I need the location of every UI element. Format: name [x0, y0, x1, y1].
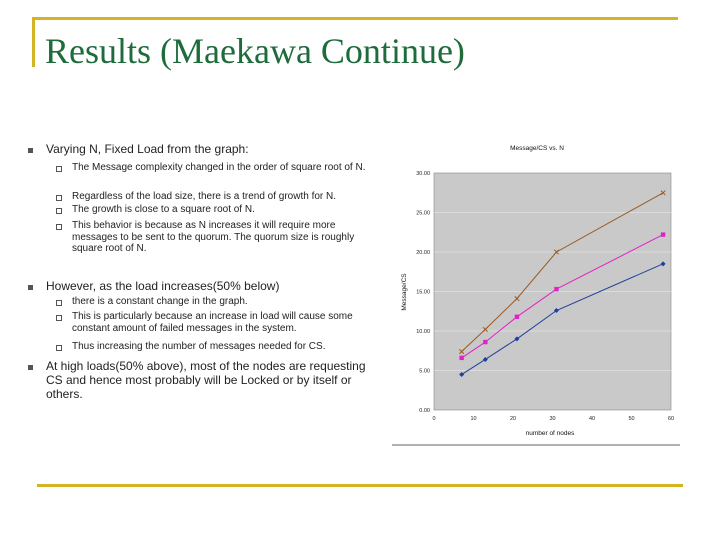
bullet-1-sub-1: The Message complexity changed in the order of square root of N.	[72, 162, 366, 173]
x-tick-label: 0	[432, 416, 436, 422]
bullet-2-sub-1: there is a constant change in the graph.	[72, 296, 248, 307]
data-point	[483, 340, 487, 344]
data-point	[554, 287, 558, 291]
x-tick-labels	[432, 416, 674, 422]
y-tick-label: 15.00	[416, 289, 430, 296]
sub-bullet-icon	[56, 195, 62, 201]
bullet-1-sub-2: Regardless of the load size, there is a trend of growth for N.	[72, 191, 337, 202]
x-axis-label: number of nodes	[525, 430, 575, 437]
y-tick-label: 30.00	[416, 171, 430, 177]
sub-bullet-icon	[56, 315, 62, 321]
bullet-1-sub-4: This behavior is because as N increases it will require more messages to be sent to the quorum. The quorum size is roughly square root of N.	[72, 220, 355, 254]
x-tick-label: 10	[470, 416, 477, 422]
bullet-2-sub-3: Thus increasing the number of messages needed for CS.	[72, 341, 326, 352]
bullet-square-icon	[28, 148, 33, 153]
chart-title: Message/CS vs. N	[510, 145, 564, 152]
chart-canvas	[392, 140, 684, 450]
data-point	[515, 315, 519, 319]
sub-bullet-icon	[56, 345, 62, 351]
bullet-2-text: However, as the load increases(50% below)	[46, 279, 280, 293]
bullet-3-text: At high loads(50% above), most of the nodes are requesting CS and hence most probably will be Locked or by itself or others.	[46, 359, 366, 401]
bullet-1-text: Varying N, Fixed Load from the graph:	[46, 142, 249, 156]
message-complexity-chart	[392, 140, 684, 450]
data-point	[661, 232, 665, 236]
x-tick-label: 30	[549, 416, 556, 422]
y-tick-label: 0.00	[419, 408, 430, 414]
x-tick-label: 50	[628, 416, 635, 422]
sub-bullet-icon	[56, 166, 62, 172]
x-tick-label: 60	[667, 416, 675, 422]
y-tick-label: 10.00	[416, 329, 430, 335]
x-tick-label: 40	[588, 416, 596, 422]
slide-title: Results (Maekawa Continue)	[45, 31, 465, 71]
sub-bullet-icon	[56, 300, 62, 306]
sub-bullet-icon	[56, 224, 62, 230]
bullet-square-icon	[28, 285, 33, 290]
bullet-square-icon	[28, 365, 33, 370]
bullet-1-sub-3: The growth is close to a square root of N.	[72, 204, 255, 215]
sub-bullet-icon	[56, 208, 62, 214]
data-point	[459, 356, 463, 360]
y-axis-label: Message/CS	[401, 273, 408, 311]
bullet-2-sub-2: This is particularly because an increase in load will cause some constant amount of failed messages in the system.	[72, 311, 353, 334]
y-tick-label: 25.00	[416, 210, 430, 217]
y-tick-label: 5.00	[419, 368, 430, 375]
x-tick-label: 20	[509, 416, 517, 422]
y-tick-labels	[416, 171, 430, 414]
y-tick-label: 20.00	[416, 250, 430, 256]
